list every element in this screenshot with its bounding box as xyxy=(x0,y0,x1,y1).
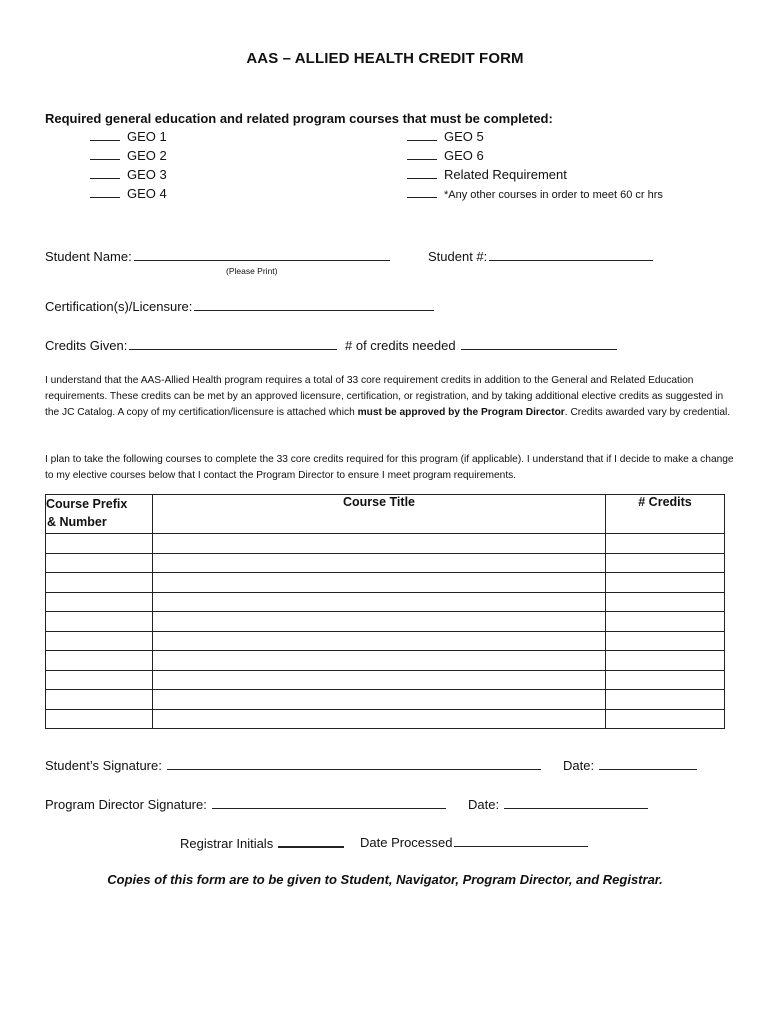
course-prefix-cell[interactable] xyxy=(46,612,153,632)
credits-cell[interactable] xyxy=(606,573,725,593)
checklist-item-geo1[interactable] xyxy=(90,129,167,144)
paragraph-tail: . Credits awarded vary by credential. xyxy=(564,407,731,418)
table-header-row xyxy=(46,495,725,534)
registrar-initials-field[interactable] xyxy=(180,834,344,851)
date-processed-label: Date Processed xyxy=(360,835,453,850)
course-title-cell[interactable] xyxy=(153,670,606,690)
checklist-label: GEO 3 xyxy=(127,167,167,182)
credits-cell[interactable] xyxy=(606,651,725,671)
credits-given-label: Credits Given: xyxy=(45,338,128,353)
credits-cell[interactable] xyxy=(606,690,725,710)
checklist-item-geo6[interactable] xyxy=(407,148,484,163)
date-label: Date: xyxy=(468,797,500,812)
director-date-field[interactable] xyxy=(468,796,648,812)
course-title-cell[interactable] xyxy=(153,553,606,573)
registrar-initials-line[interactable] xyxy=(278,834,344,848)
course-title-cell[interactable] xyxy=(153,612,606,632)
header-course-prefix xyxy=(46,495,153,534)
student-number-line[interactable] xyxy=(489,248,653,261)
course-title-cell[interactable] xyxy=(153,534,606,554)
student-signature-line[interactable] xyxy=(167,757,541,770)
table-row xyxy=(46,592,725,612)
registrar-initials-label: Registrar Initials xyxy=(180,836,274,851)
course-title-cell[interactable] xyxy=(153,690,606,710)
course-title-cell[interactable] xyxy=(153,592,606,612)
table-row xyxy=(46,670,725,690)
header-prefix-line1: Course Prefix xyxy=(46,497,128,511)
credits-cell[interactable] xyxy=(606,612,725,632)
checklist-item-geo5[interactable] xyxy=(407,129,484,144)
checklist-label: Related Requirement xyxy=(444,167,567,182)
course-prefix-cell[interactable] xyxy=(46,553,153,573)
checklist-label: GEO 6 xyxy=(444,148,484,163)
paragraph-bold-text: must be approved by the Program Director xyxy=(357,407,565,418)
checklist-item-other-courses[interactable] xyxy=(407,186,663,201)
checklist-label: GEO 4 xyxy=(127,186,167,201)
please-print-note: (Please Print) xyxy=(226,266,278,276)
certification-line[interactable] xyxy=(194,298,434,311)
certification-label: Certification(s)/Licensure: xyxy=(45,299,193,314)
checklist-item-geo4[interactable] xyxy=(90,186,167,201)
course-prefix-cell[interactable] xyxy=(46,534,153,554)
checklist-label: GEO 5 xyxy=(444,129,484,144)
course-table xyxy=(45,494,725,729)
table-row xyxy=(46,631,725,651)
director-date-line[interactable] xyxy=(504,796,648,809)
credits-cell[interactable] xyxy=(606,553,725,573)
header-course-title: Course Title xyxy=(153,495,606,534)
header-prefix-line2: & Number xyxy=(47,515,107,529)
date-processed-field[interactable] xyxy=(360,834,588,850)
table-row xyxy=(46,534,725,554)
course-title-cell[interactable] xyxy=(153,651,606,671)
requirements-heading: Required general education and related program courses that must be completed: xyxy=(45,111,553,126)
student-name-field[interactable] xyxy=(45,248,390,264)
student-date-field[interactable] xyxy=(563,757,697,773)
form-title: AAS – ALLIED HEALTH CREDIT FORM xyxy=(246,50,524,67)
checklist-item-related-requirement[interactable] xyxy=(407,167,567,182)
checklist-item-geo2[interactable] xyxy=(90,148,167,163)
credits-given-field[interactable] xyxy=(45,337,337,353)
table-row xyxy=(46,651,725,671)
distribution-note: Copies of this form are to be given to Student, Navigator, Program Director, and Registrar. xyxy=(107,872,663,887)
credits-cell[interactable] xyxy=(606,670,725,690)
course-plan-paragraph: I plan to take the following courses to complete the 33 core credits required for this program (if applicable). I understand that if I decide to make a change to my elective courses below that I contact the Program Director to ensure I meet program requirements. xyxy=(45,454,734,481)
table-row xyxy=(46,690,725,710)
student-signature-label: Student’s Signature: xyxy=(45,758,162,773)
student-signature-field[interactable] xyxy=(45,757,541,773)
student-date-line[interactable] xyxy=(599,757,697,770)
course-title-cell[interactable] xyxy=(153,631,606,651)
header-credits: # Credits xyxy=(606,495,725,534)
credits-cell[interactable] xyxy=(606,631,725,651)
course-prefix-cell[interactable] xyxy=(46,670,153,690)
student-number-label: Student #: xyxy=(428,249,488,264)
course-prefix-cell[interactable] xyxy=(46,573,153,593)
credits-needed-field[interactable] xyxy=(345,337,617,353)
checklist-label: GEO 1 xyxy=(127,129,167,144)
table-row xyxy=(46,573,725,593)
table-row xyxy=(46,612,725,632)
student-name-label: Student Name: xyxy=(45,249,132,264)
course-prefix-cell[interactable] xyxy=(46,709,153,729)
credits-cell[interactable] xyxy=(606,534,725,554)
paragraph-text: I understand that the AAS-Allied Health program requires a total of 33 core requirement credits in addition to the General and Related Education requirements. These credits can be met by an approved licensure, certification, or registration, and by taking additional elective credits as suggested in the JC Catalog. A copy of my certification/licensure is attached which xyxy=(45,375,724,418)
program-requirements-paragraph xyxy=(45,373,735,421)
director-signature-label: Program Director Signature: xyxy=(45,797,207,812)
course-prefix-cell[interactable] xyxy=(46,690,153,710)
date-processed-line[interactable] xyxy=(454,834,588,847)
director-signature-field[interactable] xyxy=(45,796,446,812)
director-signature-line[interactable] xyxy=(212,796,446,809)
course-prefix-cell[interactable] xyxy=(46,631,153,651)
credits-cell[interactable] xyxy=(606,592,725,612)
course-title-cell[interactable] xyxy=(153,573,606,593)
student-name-line[interactable] xyxy=(134,248,390,261)
checklist-label: *Any other courses in order to meet 60 cr hrs xyxy=(444,189,663,201)
credits-needed-label: # of credits needed xyxy=(345,338,456,353)
date-label: Date: xyxy=(563,758,595,773)
table-row xyxy=(46,553,725,573)
course-prefix-cell[interactable] xyxy=(46,651,153,671)
certification-field[interactable] xyxy=(45,298,434,314)
checklist-item-geo3[interactable] xyxy=(90,167,167,182)
checklist-label: GEO 2 xyxy=(127,148,167,163)
course-title-cell[interactable] xyxy=(153,709,606,729)
credits-cell[interactable] xyxy=(606,709,725,729)
student-number-field[interactable] xyxy=(428,248,653,264)
credits-needed-line[interactable] xyxy=(461,337,617,350)
course-prefix-cell[interactable] xyxy=(46,592,153,612)
credits-given-line[interactable] xyxy=(129,337,337,350)
table-row xyxy=(46,709,725,729)
